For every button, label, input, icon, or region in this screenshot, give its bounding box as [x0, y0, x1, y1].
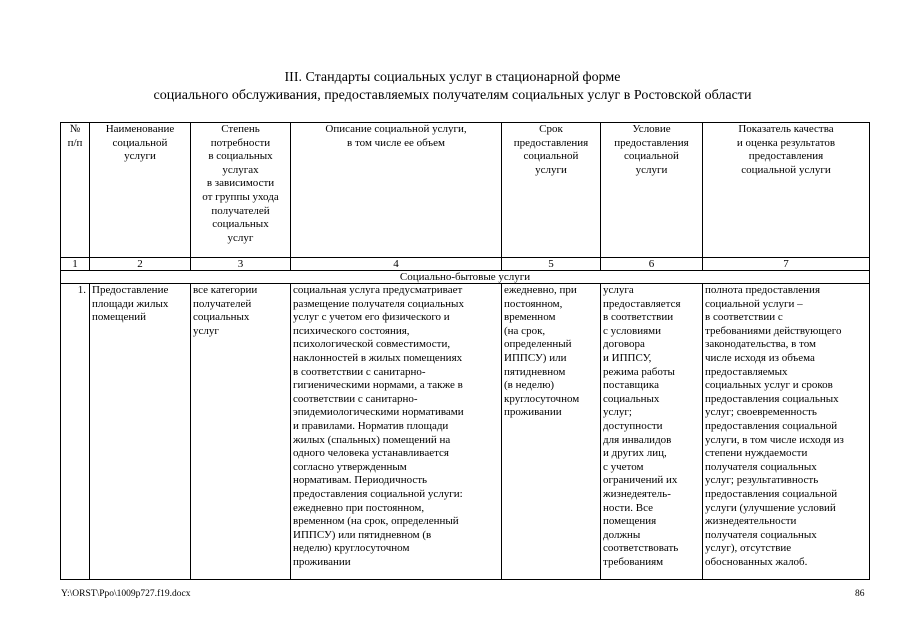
document-title-line-1: III. Стандарты социальных услуг в стационарной форме — [284, 70, 621, 85]
header-description: Описание социальной услуги, в том числе ее объем — [291, 123, 502, 258]
footer-file-path: Y:\ORST\Ppo\1009p727.f19.docx — [61, 589, 191, 599]
header-need-degree: Степень потребности в социальных услугах в зависимости от группы ухода получателей социальных услуг — [191, 123, 291, 258]
column-number: 4 — [291, 258, 502, 271]
row-term: ежедневно, при постоянном, временном (на срок, определенный ИППСУ) или пятидневном (в неделю) круглосуточном проживании — [502, 284, 601, 580]
column-number: 1 — [61, 258, 90, 271]
section-row — [61, 271, 870, 284]
table-row — [61, 284, 870, 580]
column-numbers-row — [61, 258, 870, 271]
section-title: Социально-бытовые услуги — [61, 271, 870, 284]
header-condition: Условие предоставления социальной услуги — [601, 123, 703, 258]
column-number: 5 — [502, 258, 601, 271]
column-number: 3 — [191, 258, 291, 271]
header-term: Срок предоставления социальной услуги — [502, 123, 601, 258]
column-number: 7 — [703, 258, 870, 271]
row-number: 1. — [61, 284, 90, 580]
row-condition: услуга предоставляется в соответствии с условиями договора и ИППСУ, режима работы поставщика социальных услуг; доступности для инвалидов и других лиц, с учетом ограничений их жизнедеятель- ности. Все помещения должны соответствовать требованиям — [601, 284, 703, 580]
standards-table — [60, 122, 870, 580]
row-need-degree: все категории получателей социальных услуг — [191, 284, 291, 580]
row-description: социальная услуга предусматривает размещение получателя социальных услуг с учетом его физического и психического состояния, психологической совместимости, наклонностей в жилых помещениях в соответствии с санитарно- гигиеническими нормами, а также в соответствии с санитарно- эпидемиологическими нормативами и правилами. Норматив площади жилых (спальных) помещений на одного человека устанавливается согласно утвержденным нормативам. Периодичность предоставления социальной услуги: ежедневно при постоянном, временном (на срок, определенный ИППСУ) или пятидневном (в неделю) круглосуточном проживании — [291, 284, 502, 580]
document-title-line-2: социального обслуживания, предоставляемых получателям социальных услуг в Ростовской области — [153, 88, 752, 103]
column-number: 6 — [601, 258, 703, 271]
page-number: 86 — [855, 589, 865, 599]
header-service-name: Наименование социальной услуги — [90, 123, 191, 258]
column-number: 2 — [90, 258, 191, 271]
table-header-row — [61, 123, 870, 258]
header-quality: Показатель качества и оценка результатов предоставления социальной услуги — [703, 123, 870, 258]
header-number: № п/п — [61, 123, 90, 258]
row-service-name: Предоставление площади жилых помещений — [90, 284, 191, 580]
row-quality: полнота предоставления социальной услуги – в соответствии с требованиями действующего законодательства, в том числе исходя из объема предоставляемых социальных услуг и сроков предоставления социальных услуг; своевременность предоставления социальной услуги, в том числе исходя из степени нуждаемости получателя социальных услуг; результативность предоставления социальной услуги (улучшение условий жизнедеятельности получателя социальных услуг), отсутствие обоснованных жалоб. — [703, 284, 870, 580]
